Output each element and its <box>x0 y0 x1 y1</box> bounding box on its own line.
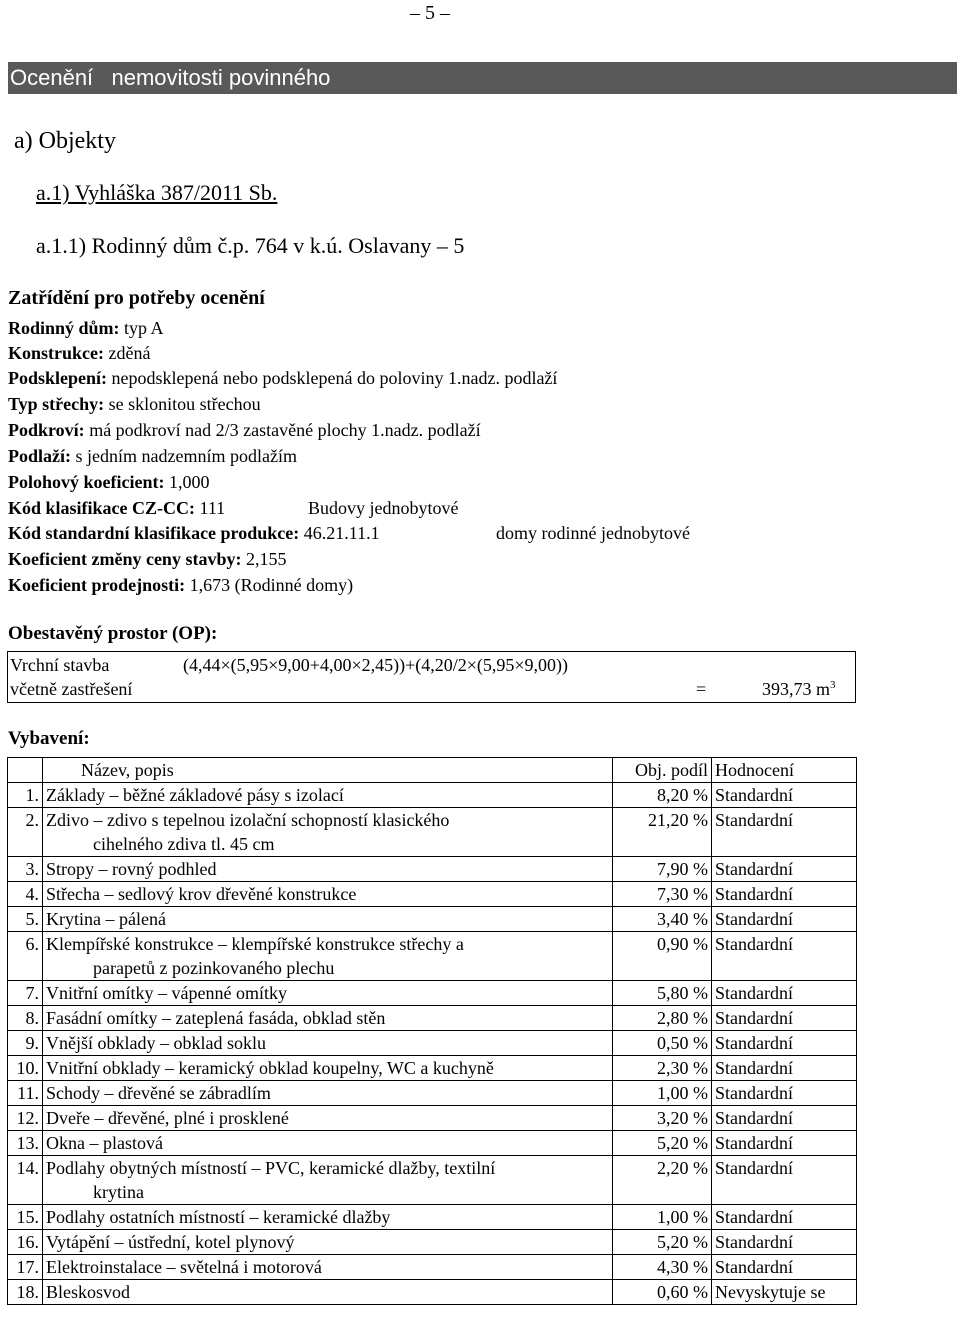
property-line <box>8 394 261 415</box>
property-value: se sklonitou střechou <box>104 394 261 414</box>
classification-heading: Zatřídění pro potřeby ocenění <box>8 287 265 309</box>
heading-regulation: a.1) Vyhláška 387/2011 Sb. <box>36 180 278 205</box>
property-line <box>8 368 557 389</box>
table-row <box>8 1230 857 1255</box>
property-value: 46.21.11.1 <box>299 523 380 543</box>
row-share: 5,80 % <box>613 981 712 1006</box>
table-row <box>8 1081 857 1106</box>
row-name-cell <box>43 1205 613 1230</box>
property-label: Kód standardní klasifikace produkce: <box>8 523 300 543</box>
row-name-continuation: cihelného zdiva tl. 45 cm <box>93 834 275 854</box>
row-name-cell <box>43 1006 613 1031</box>
row-name-cell <box>43 1031 613 1056</box>
row-share: 4,30 % <box>613 1255 712 1280</box>
row-name-cell <box>43 1106 613 1131</box>
table-row <box>8 907 857 932</box>
row-rating: Standardní <box>712 1230 857 1255</box>
row-name-cell <box>43 981 613 1006</box>
table-row <box>8 1280 857 1305</box>
property-label: Podsklepení: <box>8 368 108 388</box>
property-value: typ A <box>119 318 164 338</box>
table-row <box>8 1156 857 1205</box>
row-name: Elektroinstalace – světelná i motorová <box>46 1257 322 1277</box>
equipment-heading: Vybavení: <box>8 728 90 749</box>
row-number: 6. <box>8 932 43 981</box>
row-share: 0,50 % <box>613 1031 712 1056</box>
op-volume-value: 393,73 m <box>762 679 831 699</box>
row-share: 1,00 % <box>613 1205 712 1230</box>
property-line <box>8 420 481 441</box>
row-share: 8,20 % <box>613 783 712 808</box>
row-rating: Nevyskytuje se <box>712 1280 857 1305</box>
row-name: Vytápění – ústřední, kotel plynový <box>46 1232 295 1252</box>
property-line <box>8 575 353 596</box>
row-rating: Standardní <box>712 783 857 808</box>
heading-house: a.1.1) Rodinný dům č.p. 764 v k.ú. Oslavany – 5 <box>36 233 465 258</box>
row-name: Základy – běžné základové pásy s izolací <box>46 785 344 805</box>
row-name-cell <box>43 882 613 907</box>
row-name-cell <box>43 1056 613 1081</box>
row-name: Okna – plastová <box>46 1133 163 1153</box>
property-extra: Budovy jednobytové <box>308 498 459 518</box>
row-rating: Standardní <box>712 808 857 857</box>
table-row <box>8 1031 857 1056</box>
row-name-cell <box>43 932 613 981</box>
op-equals: = <box>696 679 707 699</box>
row-share: 21,20 % <box>613 808 712 857</box>
equipment-table <box>7 757 857 1305</box>
row-share: 5,20 % <box>613 1131 712 1156</box>
row-name-cell <box>43 1280 613 1305</box>
row-name-continuation: krytina <box>93 1182 144 1202</box>
row-name: Krytina – pálená <box>46 909 166 929</box>
row-name: Bleskosvod <box>46 1282 131 1302</box>
op-formula: (4,44×(5,95×9,00+4,00×2,45))+(4,20/2×(5,95×9,00)) <box>183 655 569 675</box>
row-name-continuation: parapetů z pozinkovaného plechu <box>93 958 335 978</box>
row-number: 9. <box>8 1031 43 1056</box>
op-row-label-2: včetně zastřešení <box>10 679 133 699</box>
property-value: s jedním nadzemním podlažím <box>71 446 297 466</box>
row-rating: Standardní <box>712 1156 857 1205</box>
row-name-cell <box>43 1255 613 1280</box>
row-share: 7,30 % <box>613 882 712 907</box>
table-row <box>8 1255 857 1280</box>
property-line <box>8 523 690 544</box>
property-label: Konstrukce: <box>8 343 104 363</box>
row-rating: Standardní <box>712 1056 857 1081</box>
property-label: Polohový koeficient: <box>8 472 165 492</box>
table-row <box>8 1205 857 1230</box>
row-share: 1,00 % <box>613 1081 712 1106</box>
row-share: 2,30 % <box>613 1056 712 1081</box>
property-value: má podkroví nad 2/3 zastavěné plochy 1.nadz. podlaží <box>84 420 481 440</box>
table-header-row <box>8 758 857 783</box>
col-header-rating: Hodnocení <box>712 758 857 783</box>
table-row <box>8 808 857 857</box>
row-name: Stropy – rovný podhled <box>46 859 217 879</box>
row-number: 2. <box>8 808 43 857</box>
property-label: Podlaží: <box>8 446 71 466</box>
row-name: Zdivo – zdivo s tepelnou izolační schopností klasického <box>46 810 450 830</box>
row-rating: Standardní <box>712 1081 857 1106</box>
row-rating: Standardní <box>712 1131 857 1156</box>
row-number: 7. <box>8 981 43 1006</box>
row-rating: Standardní <box>712 1006 857 1031</box>
row-number: 18. <box>8 1280 43 1305</box>
op-box <box>7 651 856 703</box>
property-label: Kód klasifikace CZ-CC: <box>8 498 196 518</box>
row-share: 7,90 % <box>613 857 712 882</box>
row-number: 14. <box>8 1156 43 1205</box>
property-value: nepodsklepená nebo podsklepená do poloviny 1.nadz. podlaží <box>107 368 558 388</box>
op-volume-exponent: 3 <box>830 679 836 691</box>
table-row <box>8 1056 857 1081</box>
row-name-cell <box>43 857 613 882</box>
row-number: 12. <box>8 1106 43 1131</box>
banner-title: Ocenění nemovitosti povinného <box>10 65 331 90</box>
row-name: Střecha – sedlový krov dřevěné konstrukce <box>46 884 357 904</box>
row-number: 3. <box>8 857 43 882</box>
row-number: 11. <box>8 1081 43 1106</box>
row-number: 16. <box>8 1230 43 1255</box>
row-number: 13. <box>8 1131 43 1156</box>
col-header-number <box>8 758 43 783</box>
property-value: 1,673 (Rodinné domy) <box>185 575 354 595</box>
row-number: 8. <box>8 1006 43 1031</box>
row-number: 1. <box>8 783 43 808</box>
property-label: Rodinný dům: <box>8 318 120 338</box>
heading-objects: a) Objekty <box>14 128 116 154</box>
table-row <box>8 857 857 882</box>
row-rating: Standardní <box>712 1106 857 1131</box>
row-rating: Standardní <box>712 981 857 1006</box>
row-rating: Standardní <box>712 1205 857 1230</box>
row-share: 0,90 % <box>613 932 712 981</box>
property-line <box>8 343 150 364</box>
table-row <box>8 1106 857 1131</box>
row-share: 5,20 % <box>613 1230 712 1255</box>
row-share: 3,20 % <box>613 1106 712 1131</box>
row-name: Dveře – dřevěné, plné i prosklené <box>46 1108 289 1128</box>
row-name: Vnější obklady – obklad soklu <box>46 1033 266 1053</box>
property-value: 111 <box>195 498 226 518</box>
table-row <box>8 882 857 907</box>
row-number: 4. <box>8 882 43 907</box>
table-row <box>8 932 857 981</box>
property-line <box>8 549 286 570</box>
row-name-cell <box>43 1131 613 1156</box>
property-value: zděná <box>104 343 151 363</box>
col-header-share: Obj. podíl <box>613 758 712 783</box>
row-name: Vnitřní omítky – vápenné omítky <box>46 983 287 1003</box>
table-row <box>8 1131 857 1156</box>
row-name-cell <box>43 808 613 857</box>
table-row <box>8 981 857 1006</box>
row-share: 0,60 % <box>613 1280 712 1305</box>
property-label: Podkroví: <box>8 420 85 440</box>
row-name-cell <box>43 1156 613 1205</box>
row-share: 2,20 % <box>613 1156 712 1205</box>
op-volume <box>762 679 836 700</box>
row-name: Podlahy ostatních místností – keramické dlažby <box>46 1207 391 1227</box>
property-line <box>8 446 297 467</box>
table-row <box>8 783 857 808</box>
row-name: Klempířské konstrukce – klempířské konstrukce střechy a <box>46 934 464 954</box>
row-name-cell <box>43 1230 613 1255</box>
row-rating: Standardní <box>712 857 857 882</box>
op-heading: Obestavěný prostor (OP): <box>8 623 218 644</box>
row-name-cell <box>43 783 613 808</box>
property-value: 1,000 <box>164 472 210 492</box>
section-banner <box>8 62 957 94</box>
row-number: 5. <box>8 907 43 932</box>
row-rating: Standardní <box>712 932 857 981</box>
property-line <box>8 498 459 519</box>
table-row <box>8 1006 857 1031</box>
row-name: Podlahy obytných místností – PVC, keramické dlažby, textilní <box>46 1158 496 1178</box>
row-rating: Standardní <box>712 1255 857 1280</box>
row-number: 10. <box>8 1056 43 1081</box>
property-label: Typ střechy: <box>8 394 105 414</box>
property-extra: domy rodinné jednobytové <box>496 523 690 543</box>
row-number: 17. <box>8 1255 43 1280</box>
property-line <box>8 472 209 493</box>
property-label: Koeficient prodejnosti: <box>8 575 186 595</box>
row-share: 3,40 % <box>613 907 712 932</box>
page-number: – 5 – <box>410 2 450 24</box>
col-header-name: Název, popis <box>43 758 613 783</box>
row-rating: Standardní <box>712 882 857 907</box>
row-name-cell <box>43 907 613 932</box>
row-rating: Standardní <box>712 907 857 932</box>
row-rating: Standardní <box>712 1031 857 1056</box>
row-name: Schody – dřevěné se zábradlím <box>46 1083 271 1103</box>
row-share: 2,80 % <box>613 1006 712 1031</box>
property-value: 2,155 <box>241 549 287 569</box>
row-name-cell <box>43 1081 613 1106</box>
row-number: 15. <box>8 1205 43 1230</box>
property-label: Koeficient změny ceny stavby: <box>8 549 242 569</box>
property-line <box>8 318 164 339</box>
row-name: Fasádní omítky – zateplená fasáda, obklad stěn <box>46 1008 386 1028</box>
op-row-label: Vrchní stavba <box>10 655 110 675</box>
row-name: Vnitřní obklady – keramický obklad koupelny, WC a kuchyně <box>46 1058 494 1078</box>
